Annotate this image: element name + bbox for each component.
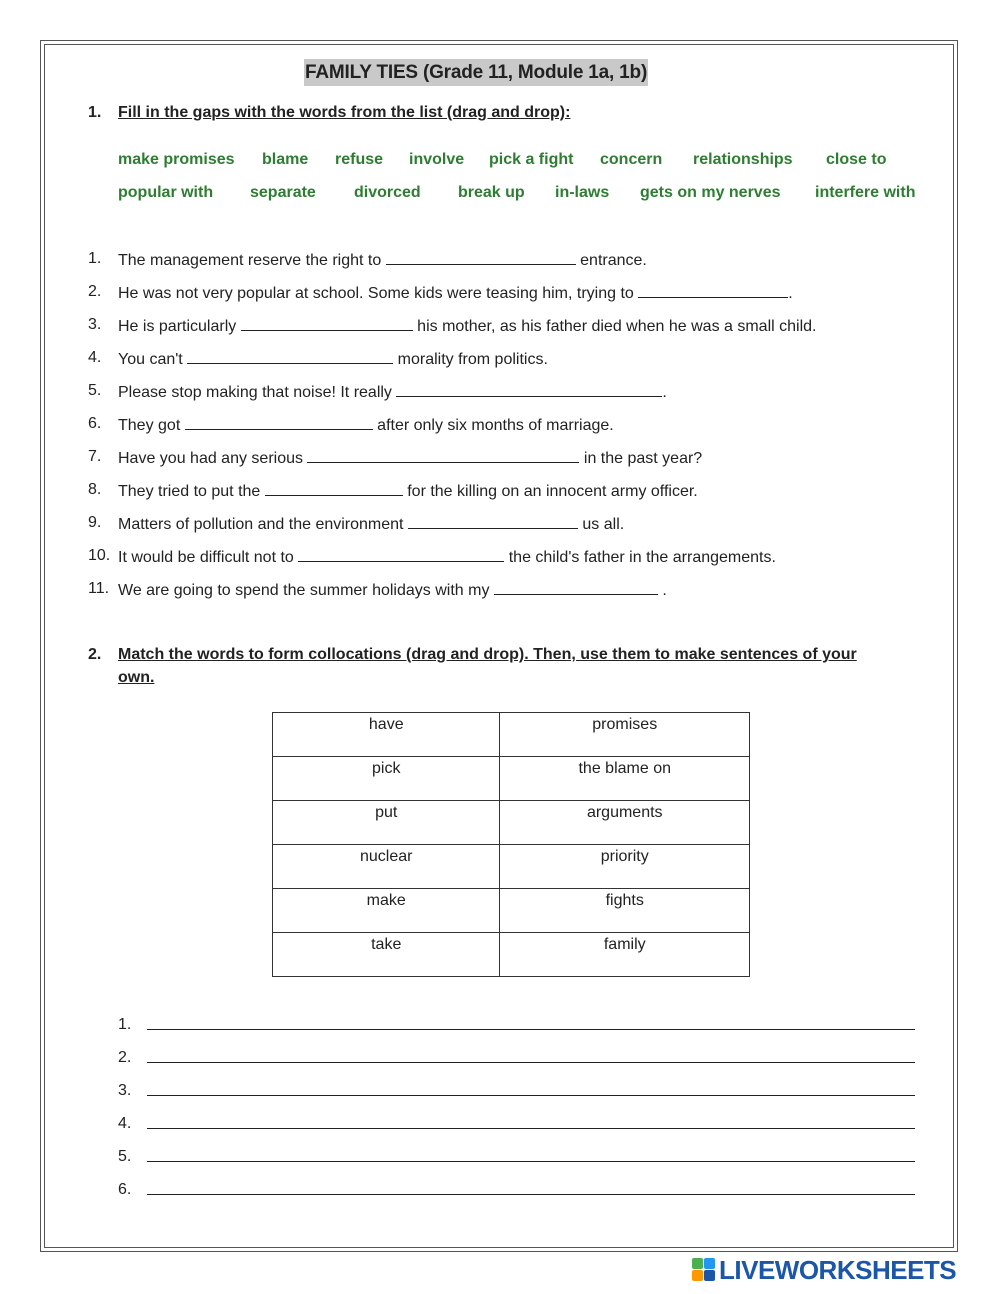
sentence-line-number: 1.	[118, 1016, 132, 1033]
word-bank-item[interactable]: involve	[409, 151, 465, 168]
section-1-instruction: Fill in the gaps with the words from the list (drag and drop):	[118, 104, 571, 121]
question-text-before: He was not very popular at school. Some kids were teasing him, trying to	[118, 285, 634, 302]
word-bank-item[interactable]: relationships	[693, 151, 793, 168]
section-2-instruction-line2: own.	[118, 669, 155, 686]
sentence-line-number: 4.	[118, 1115, 132, 1132]
question-number: 11.	[88, 580, 110, 597]
answer-blank[interactable]	[494, 579, 658, 595]
question-text-before: Have you had any serious	[118, 450, 303, 467]
question-number: 4.	[88, 349, 102, 366]
table-row	[273, 889, 750, 933]
question-number: 6.	[88, 415, 102, 432]
question-text-after: morality from politics.	[397, 351, 548, 368]
question-text-before: Matters of pollution and the environment	[118, 516, 404, 533]
word-bank-item[interactable]: gets on my nerves	[640, 184, 781, 201]
answer-blank[interactable]	[386, 249, 576, 265]
word-bank-item[interactable]: make promises	[118, 151, 235, 168]
question-text-after: .	[788, 285, 793, 302]
question-text-after: in the past year?	[583, 450, 703, 467]
table-cell[interactable]: put	[273, 801, 500, 845]
question-text-after: the child's father in the arrangements.	[508, 549, 776, 566]
sentence-input-line[interactable]	[147, 1161, 915, 1162]
question-number: 9.	[88, 514, 102, 531]
collocation-table	[272, 712, 750, 977]
question-number: 3.	[88, 316, 102, 333]
table-cell[interactable]: make	[273, 889, 500, 933]
table-cell[interactable]: arguments	[500, 801, 750, 845]
question-text-before: The management reserve the right to	[118, 252, 382, 269]
section-2-number: 2.	[88, 646, 102, 663]
question-text-before: It would be difficult not to	[118, 549, 294, 566]
sentence-input-line[interactable]	[147, 1095, 915, 1096]
word-bank-item[interactable]: blame	[262, 151, 309, 168]
word-bank-item[interactable]: refuse	[335, 151, 384, 168]
section-2-instruction-line1: Match the words to form collocations (drag and drop). Then, use them to make sentences of your	[118, 646, 857, 663]
word-bank-item[interactable]: close to	[826, 151, 887, 168]
answer-blank[interactable]	[396, 381, 662, 397]
sentence-line-number: 5.	[118, 1148, 132, 1165]
table-cell[interactable]: family	[500, 933, 750, 977]
question-text-after: after only six months of marriage.	[377, 417, 614, 434]
table-cell[interactable]: pick	[273, 757, 500, 801]
section-1-heading	[88, 101, 688, 124]
table-cell[interactable]: promises	[500, 713, 750, 757]
answer-blank[interactable]	[298, 546, 504, 562]
section-2-heading	[88, 643, 918, 691]
sentence-input-line[interactable]	[147, 1062, 915, 1063]
sentence-line-number: 6.	[118, 1181, 132, 1198]
table-cell[interactable]: the blame on	[500, 757, 750, 801]
table-cell[interactable]: take	[273, 933, 500, 977]
table-row	[273, 845, 750, 889]
question-text-before: We are going to spend the summer holidays with my	[118, 582, 490, 599]
table-row	[273, 757, 750, 801]
question-text-before: You can't	[118, 351, 183, 368]
table-cell[interactable]: have	[273, 713, 500, 757]
sentence-input-line[interactable]	[147, 1029, 915, 1030]
answer-blank[interactable]	[638, 282, 788, 298]
word-bank-item[interactable]: popular with	[118, 184, 214, 201]
answer-blank[interactable]	[241, 315, 413, 331]
table-row	[273, 933, 750, 977]
table-cell[interactable]: priority	[500, 845, 750, 889]
answer-blank[interactable]	[408, 513, 578, 529]
table-cell[interactable]: fights	[500, 889, 750, 933]
question-number: 5.	[88, 382, 102, 399]
word-bank-item[interactable]: break up	[458, 184, 525, 201]
sentence-line-number: 2.	[118, 1049, 132, 1066]
table-row	[273, 713, 750, 757]
question-text-before: They got	[118, 417, 181, 434]
liveworksheets-logo-text: LIVEWORKSHEETS	[719, 1255, 957, 1285]
question-number: 8.	[88, 481, 102, 498]
question-text-after: .	[662, 384, 667, 401]
word-bank-item[interactable]: interfere with	[815, 184, 916, 201]
sentence-line-number: 3.	[118, 1082, 132, 1099]
question-number: 7.	[88, 448, 102, 465]
question-text-before: He is particularly	[118, 318, 237, 335]
table-cell[interactable]: nuclear	[273, 845, 500, 889]
word-bank-item[interactable]: concern	[600, 151, 663, 168]
word-bank-item[interactable]: in-laws	[555, 184, 610, 201]
question-number: 2.	[88, 283, 102, 300]
question-text-before: Please stop making that noise! It really	[118, 384, 392, 401]
question-text-after: his mother, as his father died when he was a small child.	[417, 318, 817, 335]
worksheet-title: FAMILY TIES (Grade 11, Module 1a, 1b)	[304, 59, 648, 86]
question-text-after: entrance.	[580, 252, 647, 269]
question-text-before: They tried to put the	[118, 483, 261, 500]
section-1-number: 1.	[88, 104, 102, 121]
question-number: 10.	[88, 547, 111, 564]
sentence-input-line[interactable]	[147, 1128, 915, 1129]
question-number: 1.	[88, 250, 102, 267]
liveworksheets-logo	[692, 1256, 956, 1284]
question-text-after: us all.	[582, 516, 625, 533]
liveworksheets-logo-icon	[692, 1258, 716, 1282]
answer-blank[interactable]	[187, 348, 393, 364]
word-bank-item[interactable]: pick a fight	[489, 151, 574, 168]
answer-blank[interactable]	[265, 480, 403, 496]
question-text-after: for the killing on an innocent army officer.	[407, 483, 698, 500]
answer-blank[interactable]	[185, 414, 373, 430]
question-text-after: .	[657, 582, 667, 599]
answer-blank[interactable]	[307, 447, 579, 463]
word-bank-item[interactable]: divorced	[354, 184, 421, 201]
table-row	[273, 801, 750, 845]
word-bank-item[interactable]: separate	[250, 184, 316, 201]
sentence-input-line[interactable]	[147, 1194, 915, 1195]
